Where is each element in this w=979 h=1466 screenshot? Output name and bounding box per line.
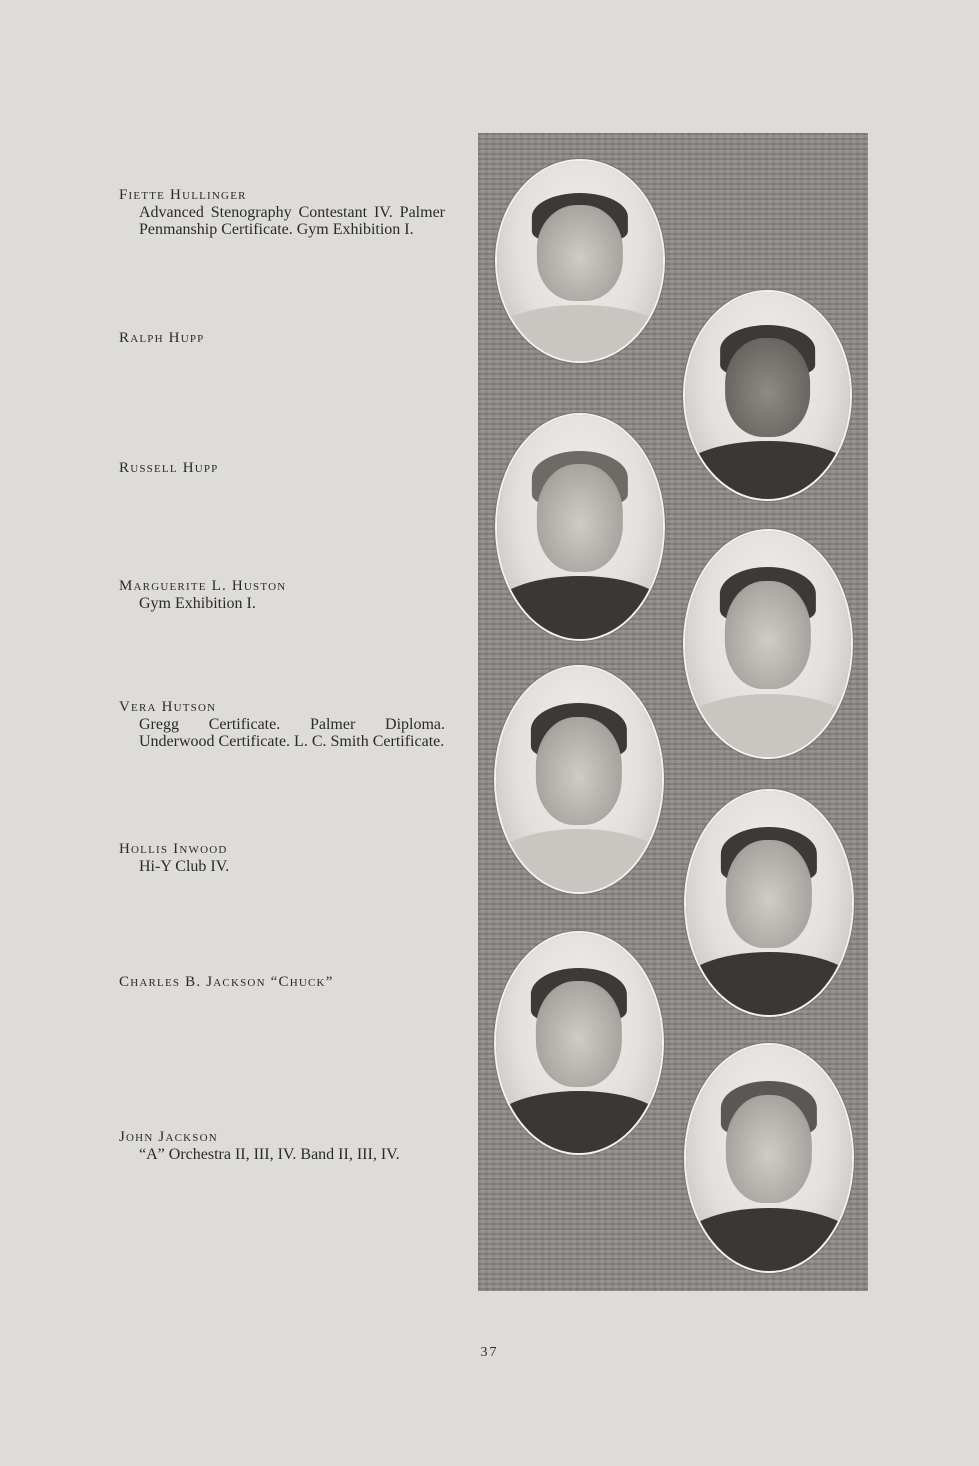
portrait-photo [685,531,851,757]
portrait-photo [497,415,663,639]
clothing-shape [496,829,662,892]
clothing-shape [685,441,850,499]
entry-name: Charles B. Jackson “Chuck” [119,974,334,990]
entry-name: Vera Hutson [119,699,217,715]
face-shape [537,464,623,572]
entry-vera-hutson [119,699,445,750]
entry-activities: Hi-Y Club IV. [139,858,230,875]
portrait-photo [497,161,663,361]
clothing-shape [496,1091,662,1153]
face-shape [726,840,812,948]
portrait-photo [686,1045,852,1271]
portrait-photo [685,292,850,499]
entry-activities: Advanced Stenography Contestant IV. Palmer Penmanship Certificate. Gym Exhibition I. [139,204,445,238]
entry-john-jackson [119,1129,445,1163]
face-shape [725,338,811,437]
entry-activities: Gregg Certificate. Palmer Diploma. Underwood Certificate. L. C. Smith Certificate. [139,716,445,750]
face-shape [725,581,811,689]
clothing-shape [497,576,663,639]
entry-name: Hollis Inwood [119,841,228,857]
clothing-shape [686,1208,852,1271]
page-number: 37 [480,1345,499,1360]
entry-name: Ralph Hupp [119,330,205,346]
face-shape [537,205,623,301]
entry-fiette-hullinger [119,187,445,238]
entry-ralph-hupp [119,330,445,347]
face-shape [726,1095,812,1203]
face-shape [536,717,622,825]
face-shape [536,981,622,1087]
portrait-photo [496,933,662,1153]
entry-activities: Gym Exhibition I. [139,595,256,612]
entry-name: Russell Hupp [119,460,219,476]
entry-name: John Jackson [119,1129,218,1145]
entry-charles-jackson [119,974,445,991]
entry-name: Fiette Hullinger [119,187,247,203]
entry-marguerite-huston [119,578,445,612]
portrait-photo [496,667,662,892]
entry-name: Marguerite L. Huston [119,578,287,594]
entry-activities: “A” Orchestra II, III, IV. Band II, III, IV. [139,1146,400,1163]
clothing-shape [497,305,663,361]
clothing-shape [686,952,852,1015]
clothing-shape [685,694,851,757]
photo-panel [478,133,868,1291]
portrait-photo [686,791,852,1015]
entry-hollis-inwood [119,841,445,875]
entry-russell-hupp [119,460,445,477]
